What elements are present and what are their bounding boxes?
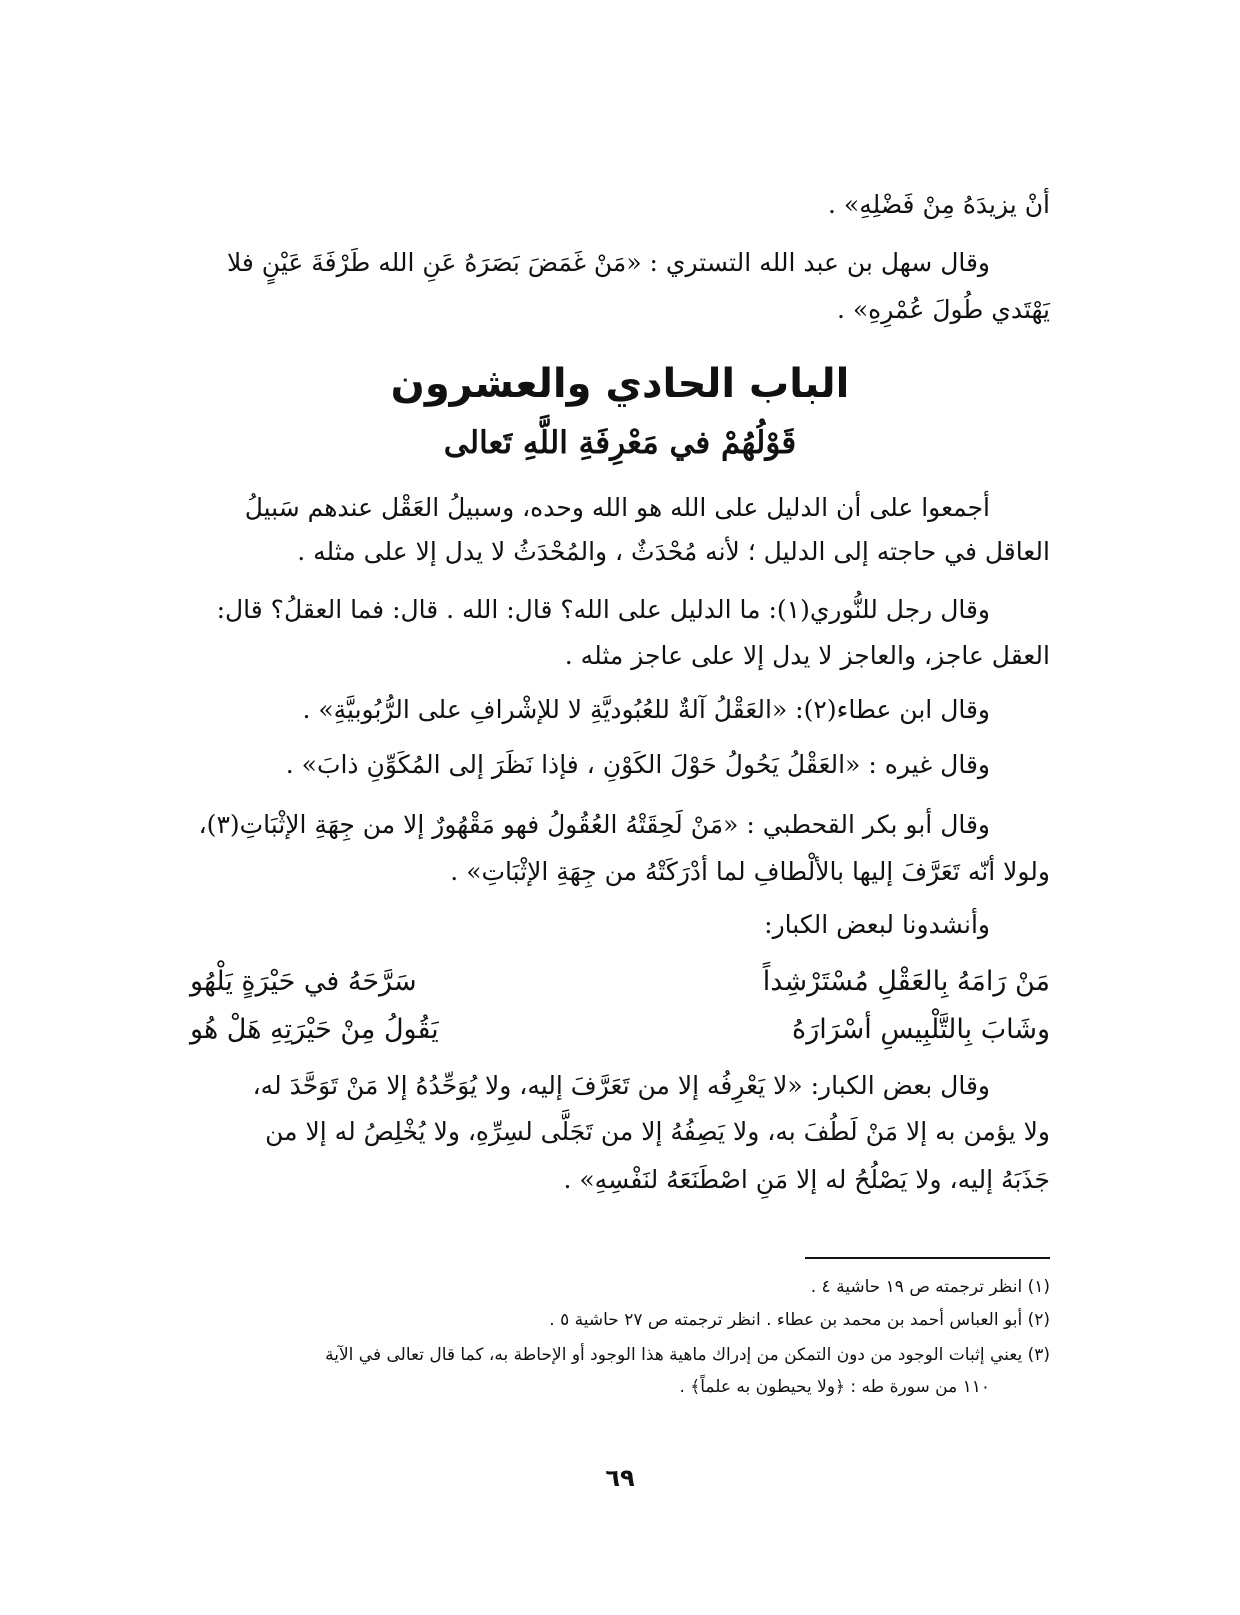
text-line: وقال ابن عطاء(٢): «العَقْلُ آلةٌ للعُبُوديَّةِ لا للإشْرافِ على الرُّبُوبيَّةِ» . <box>302 695 990 724</box>
page-number: ٦٩ <box>605 1464 635 1492</box>
verse-second-hemistich: يَقُولُ مِنْ حَيْرَتِهِ هَلْ هُو <box>190 1014 439 1045</box>
text-line: وأنشدونا لبعض الكبار: <box>764 910 990 939</box>
footnote: (٣) يعني إثبات الوجود من دون التمكن من إدراك ماهية هذا الوجود أو الإحاطة به، كما قال تعالى في الآية <box>325 1345 1050 1365</box>
chapter-subtitle: قَوْلُهُمْ في مَعْرِفَةِ اللَّهِ تَعالى <box>443 425 797 461</box>
text-line: يَهْتَدي طُولَ عُمْرِهِ» . <box>836 295 1050 324</box>
text-line: وقال أبو بكر القحطبي : «مَنْ لَحِقَتْهُ العُقُولُ فهو مَقْهُورٌ إلا من جِهَةِ الإثْبَاتِ(٣)، <box>198 810 990 839</box>
text-line: وقال سهل بن عبد الله التستري : «مَنْ غَمَضَ بَصَرَهُ عَنِ الله طَرْفَةَ عَيْنٍ فلا <box>226 248 990 277</box>
text-line: العقل عاجز، والعاجز لا يدل إلا على عاجز مثله . <box>564 641 1050 670</box>
verse-second-hemistich: سَرَّحَهُ في حَيْرَةٍ يَلْهُو <box>190 966 417 997</box>
verse-first-hemistich: وشَابَ بِالتَّلْبِيسِ أسْرَارَهُ <box>792 1014 1050 1045</box>
poem-verse <box>190 1008 1050 1052</box>
text-line: العاقل في حاجته إلى الدليل ؛ لأنه مُحْدَثٌ ، والمُحْدَثُ لا يدل إلا على مثله . <box>297 537 1050 566</box>
verse-first-hemistich: مَنْ رَامَهُ بِالعَقْلِ مُسْتَرْشِداً <box>762 966 1050 997</box>
text-line: ولا يؤمن به إلا مَنْ لَطُفَ به، ولا يَصِفُهُ إلا من تَجَلَّى لسِرِّهِ، ولا يُخْلِصُ له إلا من <box>265 1117 1050 1146</box>
footnote: (١) انظر ترجمته ص ١٩ حاشية ٤ . <box>810 1277 1050 1297</box>
text-line: أجمعوا على أن الدليل على الله هو الله وحده، وسبيلُ العَقْل عندهم سَبيلُ <box>244 493 990 522</box>
text-line: وقال رجل للنُّوري(١): ما الدليل على الله؟ قال: الله . قال: فما العقلُ؟ قال: <box>216 595 990 624</box>
text-line: جَذَبَهُ إليه، ولا يَصْلُحُ له إلا مَنِ اصْطَنَعَهُ لنَفْسِهِ» . <box>563 1165 1050 1194</box>
footnote-separator <box>805 1257 1050 1259</box>
text-line: وقال غيره : «العَقْلُ يَحُولُ حَوْلَ الكَوْنِ ، فإذا نَظَرَ إلى المُكَوِّنِ ذابَ» . <box>285 750 990 779</box>
text-line: ولولا أنّه تَعَرَّفَ إليها بالألْطافِ لما أدْرَكَتْهُ من جِهَةِ الإثْبَاتِ» . <box>450 857 1050 886</box>
poem-verse <box>190 960 1050 1004</box>
footnote-continuation: ١١٠ من سورة طه : ﴿ولا يحيطون به علماً﴾ . <box>679 1377 990 1397</box>
text-line: وقال بعض الكبار: «لا يَعْرِفُه إلا من تَعَرَّفَ إليه، ولا يُوَحِّدُهُ إلا مَنْ تَوَحَّدَ له، <box>252 1071 990 1100</box>
text-line: أنْ يزيدَهُ مِنْ فَضْلِهِ» . <box>828 190 1050 219</box>
footnote: (٢) أبو العباس أحمد بن محمد بن عطاء . انظر ترجمته ص ٢٧ حاشية ٥ . <box>549 1310 1050 1330</box>
chapter-title: الباب الحادي والعشرون <box>390 361 850 407</box>
